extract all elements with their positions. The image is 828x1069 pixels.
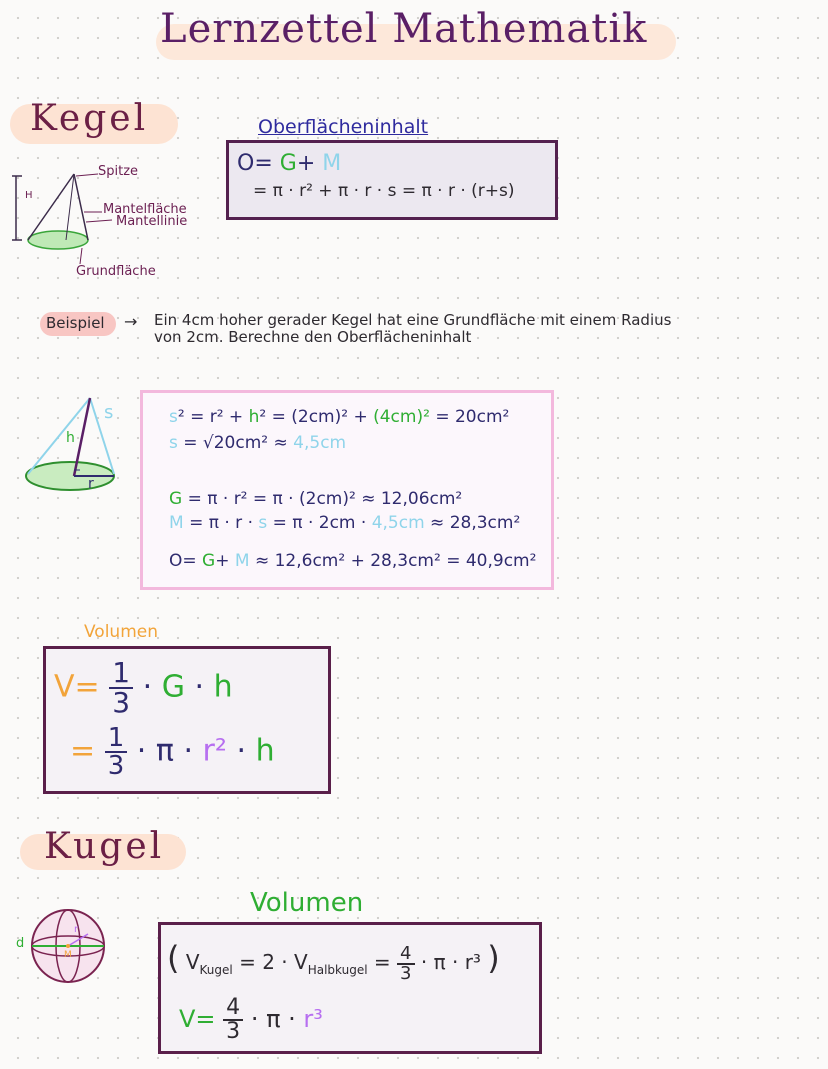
symbol-g: G bbox=[279, 151, 297, 176]
sphere-label-d: d bbox=[16, 936, 25, 951]
calc-part: (4cm)² bbox=[373, 407, 430, 427]
v-halbkugel: = 2 · V bbox=[239, 950, 308, 974]
pi-r3: · π · r³ bbox=[420, 950, 481, 974]
section-heading-kugel: Kugel bbox=[44, 826, 165, 867]
oberflaeche-line-2: = π · r² + π · r · s = π · r · (r+s) bbox=[253, 181, 515, 201]
beispiel-calc-box bbox=[140, 390, 554, 590]
v-kugel-sub: Kugel bbox=[199, 963, 233, 977]
symbol-plus: + bbox=[296, 151, 316, 176]
sphere-label-m: M bbox=[64, 950, 72, 960]
vol-g: G bbox=[161, 669, 185, 705]
v-halbkugel-sub: Halbkugel bbox=[307, 963, 368, 977]
cone-base-ellipse bbox=[28, 231, 88, 249]
volumen-line-2 bbox=[70, 725, 275, 779]
vol-v: V= bbox=[54, 669, 100, 705]
vol-dot: · bbox=[194, 669, 205, 705]
frac-den: 3 bbox=[112, 686, 131, 719]
calc-part: ² = (2cm)² + bbox=[259, 407, 368, 427]
beispiel-label: Beispiel bbox=[46, 314, 105, 332]
sphere-diagram bbox=[28, 906, 108, 986]
oberflaeche-box bbox=[226, 140, 558, 220]
label-mantelflaeche: Mantelfläche bbox=[103, 202, 187, 217]
calc-m: M bbox=[234, 551, 250, 571]
fraction-four-thirds-2 bbox=[223, 997, 243, 1043]
frac-num: 4 bbox=[397, 945, 414, 965]
calc-part: = 20cm² bbox=[435, 407, 510, 427]
calc-part: ≈ 12,6cm² + 28,3cm² = 40,9cm² bbox=[254, 551, 537, 571]
beispiel-arrow: → bbox=[124, 312, 138, 331]
calc-o: O= bbox=[169, 551, 197, 571]
label-spitze: Spitze bbox=[98, 164, 139, 179]
example-label-s: s bbox=[104, 402, 114, 423]
vol-r: r² bbox=[202, 733, 227, 769]
calc-line-5 bbox=[169, 551, 536, 571]
calc-part: 4,5cm bbox=[293, 433, 347, 453]
fraction-four-thirds bbox=[397, 942, 414, 984]
kugel-volumen-heading: Volumen bbox=[250, 888, 364, 918]
calc-part: 4,5cm bbox=[371, 513, 425, 533]
calc-line-3 bbox=[169, 489, 462, 509]
paren-close: ) bbox=[487, 939, 500, 977]
vol-h: h bbox=[213, 669, 233, 705]
paren-open: ( bbox=[167, 939, 180, 977]
example-cone-diagram bbox=[20, 390, 140, 510]
example-label-r: r bbox=[88, 476, 94, 492]
frac-num: 4 bbox=[223, 997, 243, 1021]
pointer-spitze bbox=[76, 174, 98, 176]
fraction-one-third-2 bbox=[105, 725, 128, 779]
frac-den: 3 bbox=[226, 1019, 241, 1044]
label-grundflaeche: Grundfläche bbox=[76, 264, 156, 279]
calc-g: G bbox=[169, 489, 183, 509]
eq: = bbox=[373, 950, 391, 974]
cone-right-edge bbox=[74, 174, 88, 240]
v-kugel: V bbox=[185, 950, 200, 974]
sphere-label-r: r bbox=[74, 924, 79, 935]
calc-part: = π · r · bbox=[189, 513, 253, 533]
calc-part: ≈ 28,3cm² bbox=[430, 513, 521, 533]
kegel-volumen-box bbox=[43, 646, 331, 794]
calc-m: M bbox=[169, 513, 184, 533]
kegel-volumen-heading: Volumen bbox=[84, 622, 159, 642]
vol-h: h bbox=[255, 733, 275, 769]
vol-pi: · π · bbox=[250, 1005, 296, 1033]
example-label-h: h bbox=[66, 430, 75, 446]
pointer-mantellinie bbox=[86, 220, 112, 222]
calc-s: s bbox=[169, 433, 178, 453]
beispiel-text: Ein 4cm hoher gerader Kegel hat eine Grundfläche mit einem Radius von 2cm. Berechne den Oberflächeninhalt bbox=[154, 311, 672, 346]
fraction-one-third bbox=[109, 656, 133, 719]
symbol-o: O= bbox=[237, 151, 273, 176]
oberflaeche-line-1 bbox=[237, 151, 341, 176]
kugel-volumen-line-1 bbox=[167, 939, 500, 983]
vol-pi: · π · bbox=[136, 733, 193, 769]
frac-num: 1 bbox=[109, 659, 133, 689]
page-title: Lernzettel Mathematik bbox=[160, 6, 648, 52]
section-heading-kegel: Kegel bbox=[30, 98, 149, 139]
calc-plus: + bbox=[215, 551, 230, 571]
calc-s: s bbox=[169, 407, 178, 427]
calc-part: = π · r² = π · (2cm)² ≈ 12,06cm² bbox=[187, 489, 463, 509]
frac-num: 1 bbox=[105, 725, 128, 753]
frac-den: 3 bbox=[107, 751, 125, 781]
frac-den: 3 bbox=[400, 962, 412, 984]
kugel-volumen-box bbox=[158, 922, 542, 1054]
pointer-grundflaeche bbox=[80, 248, 82, 264]
vol-dot: · bbox=[236, 733, 247, 769]
vol-v: V= bbox=[179, 1005, 216, 1033]
calc-part: = √20cm² ≈ bbox=[183, 433, 288, 453]
calc-h: h bbox=[248, 407, 260, 427]
kugel-volumen-line-2 bbox=[179, 997, 323, 1043]
label-mantellinie: Mantellinie bbox=[116, 214, 188, 229]
vol-r: r³ bbox=[303, 1005, 323, 1033]
vol-dot: · bbox=[142, 669, 153, 705]
label-hoehe: H bbox=[25, 190, 33, 201]
calc-line-4 bbox=[169, 513, 520, 533]
volumen-line-1 bbox=[54, 656, 233, 719]
calc-part: = π · 2cm · bbox=[272, 513, 367, 533]
vol-eq: = bbox=[70, 733, 96, 769]
calc-line-2 bbox=[169, 433, 346, 453]
calc-part: ² = r² + bbox=[177, 407, 244, 427]
symbol-m: M bbox=[322, 151, 342, 176]
oberflaeche-heading: Oberflächeninhalt bbox=[258, 116, 429, 138]
calc-s: s bbox=[258, 513, 268, 533]
calc-line-1 bbox=[169, 407, 509, 427]
calc-g: G bbox=[202, 551, 216, 571]
